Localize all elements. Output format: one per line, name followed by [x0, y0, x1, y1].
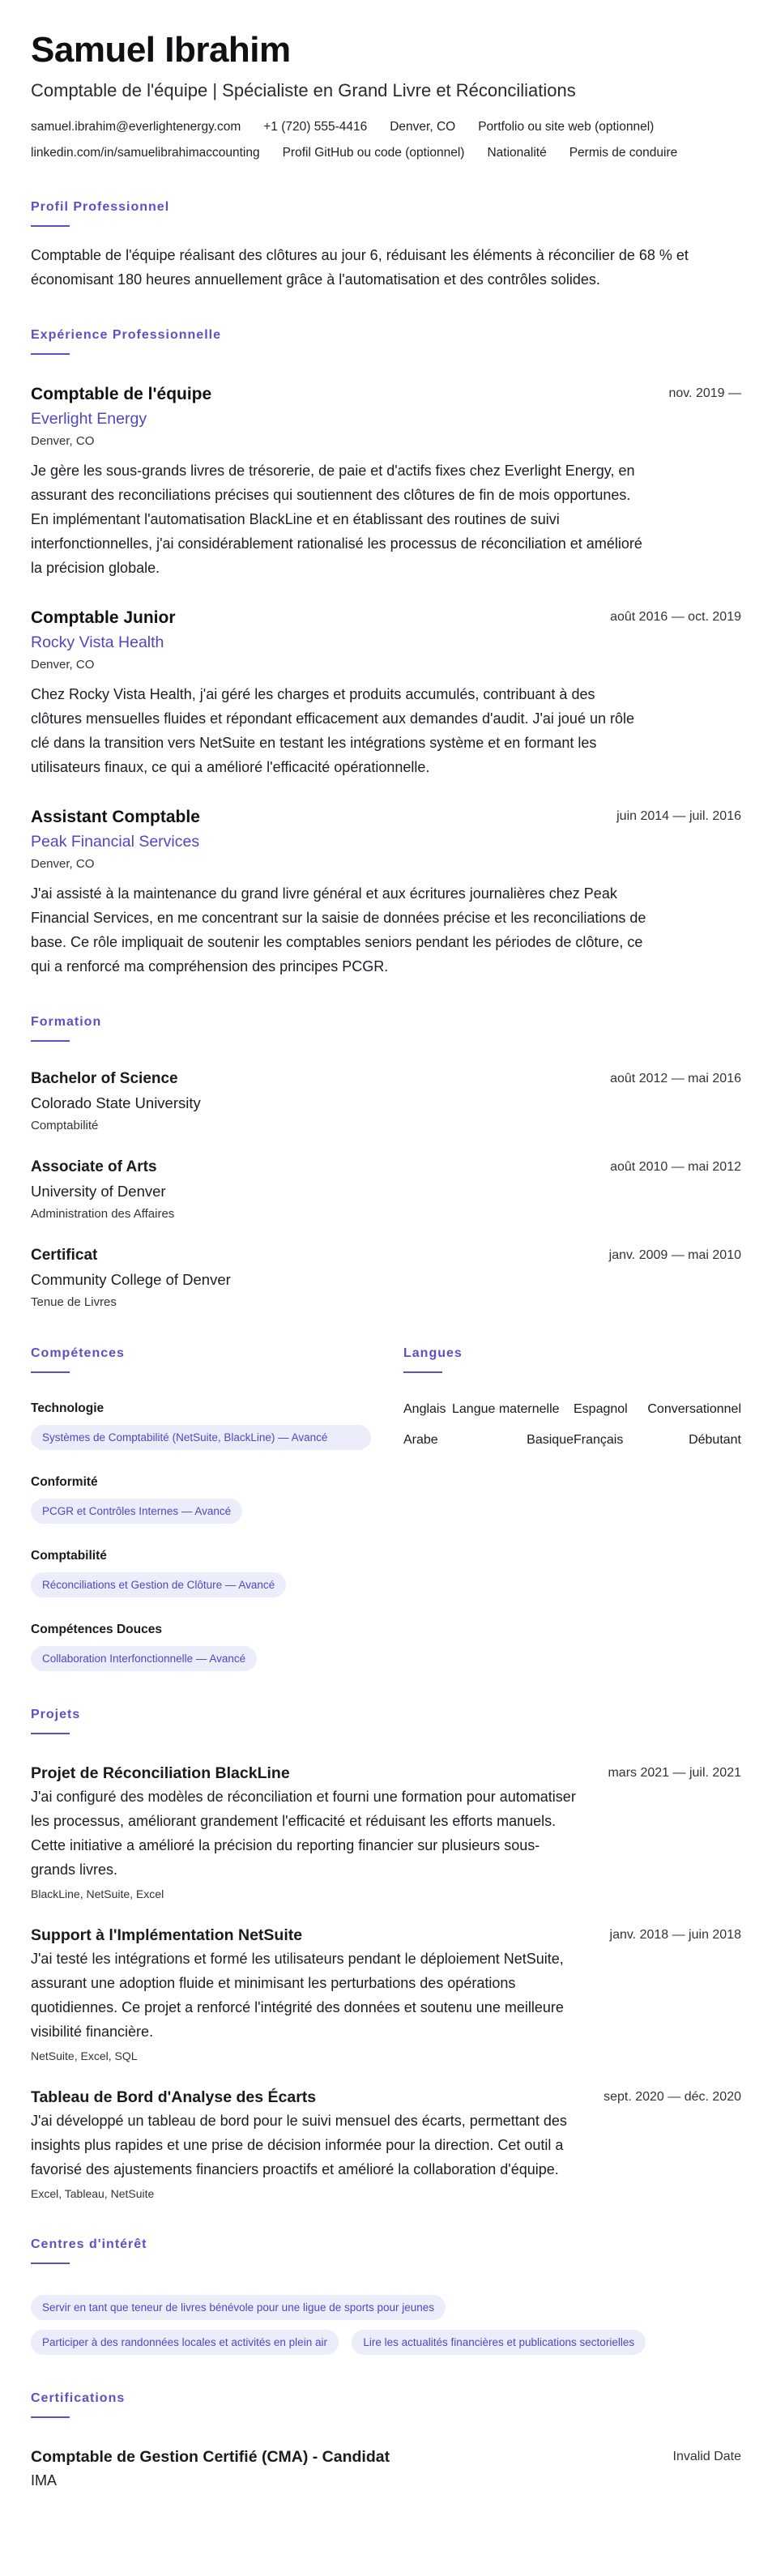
school-name: Colorado State University — [31, 1094, 201, 1111]
skill-chip: Collaboration Interfonctionnelle — Avancé — [31, 1646, 257, 1671]
job-location: Denver, CO — [31, 434, 95, 448]
contact-location: Denver, CO — [390, 120, 456, 134]
skill-group — [31, 1474, 403, 1524]
contact-list — [31, 118, 752, 170]
contact-github[interactable]: Profil GitHub ou code (optionnel) — [282, 146, 465, 160]
education-entry — [31, 1246, 741, 1310]
skill-category: Compétences Douces — [31, 1623, 162, 1636]
section-divider — [31, 2416, 70, 2418]
language-name: Arabe — [403, 1433, 438, 1447]
section-title: Centres d'intérêt — [31, 2237, 147, 2251]
job-description: Je gère les sous-grands livres de trésorerie, de paie et d'actifs fixes chez Everlight Energy, en assurant des reconciliations précises qui soutiennent des clôtures de fin de mois opportunes. En implémentant l'automatisation BlackLine et en établissant des routines de suivi interfonctionnelles, j'ai considérablement rationalisé les processus de réconciliation et amélioré la précision globale. — [31, 463, 642, 576]
skill-group — [31, 1401, 403, 1450]
skill-category: Conformité — [31, 1475, 98, 1489]
contact-email[interactable]: samuel.ibrahim@everlightenergy.com — [31, 120, 241, 134]
contact-phone[interactable]: +1 (720) 555-4416 — [263, 120, 368, 134]
project-description: J'ai configuré des modèles de réconciliation et fourni une formation pour automatiser les processus, améliorant grandement l'efficacité et réduisant les efforts manuels. Cette initiative a amélioré la précision du reporting financier sur plusieurs sous-grands livres. — [31, 1789, 576, 1878]
certification-date: Invalid Date — [672, 2450, 741, 2463]
job-description: J'ai assisté à la maintenance du grand livre général et aux écritures journalières chez Peak Financial Services, en me concentrant sur la saisie de données précise et les reconciliations de base. Ce rôle impliquait de soutenir les comptables seniors pendant les périodes de clôture, ce qui a renforcé ma compréhension des principes PCGR. — [31, 885, 646, 975]
section-title: Profil Professionnel — [31, 200, 170, 214]
degree-name: Certificat — [31, 1247, 98, 1264]
language-name: Anglais — [403, 1402, 446, 1416]
job-dates: nov. 2019 — — [668, 386, 741, 400]
project-technologies: Excel, Tableau, NetSuite — [31, 2187, 155, 2200]
education-dates: août 2012 — mai 2016 — [610, 1072, 741, 1085]
section-divider — [31, 1371, 70, 1373]
project-dates: mars 2021 — juil. 2021 — [608, 1766, 741, 1780]
degree-name: Bachelor of Science — [31, 1070, 178, 1087]
section-title: Certifications — [31, 2391, 126, 2405]
contact-nationality: Nationalité — [487, 146, 547, 160]
interest-list — [31, 2285, 752, 2355]
certifications-section — [31, 2390, 741, 2489]
project-entry — [31, 1764, 741, 1901]
section-title: Langues — [403, 1346, 463, 1360]
experience-entry — [31, 608, 741, 779]
resume-header — [31, 29, 741, 170]
job-location: Denver, CO — [31, 658, 95, 672]
study-field: Comptabilité — [31, 1119, 99, 1132]
contact-linkedin[interactable]: linkedin.com/in/samuelibrahimaccounting — [31, 146, 260, 160]
skill-group — [31, 1548, 403, 1597]
job-title: Comptable Junior — [31, 608, 176, 627]
degree-name: Associate of Arts — [31, 1158, 157, 1175]
project-description: J'ai testé les intégrations et formé les utilisateurs pendant le déploiement NetSuite, assurant une adoption fluide et minimisant les perturbations des opérations quotidiennes. Ce projet a renforcé l'intégrité des données et soutenu une meilleure visibilité financière. — [31, 1951, 564, 2040]
certification-name: Comptable de Gestion Certifié (CMA) - Candidat — [31, 2448, 390, 2466]
experience-section — [31, 327, 741, 979]
study-field: Administration des Affaires — [31, 1207, 175, 1221]
certification-issuer: IMA — [31, 2472, 58, 2489]
skill-chip: Réconciliations et Gestion de Clôture — Avancé — [31, 1572, 286, 1597]
section-divider — [31, 225, 70, 227]
job-dates: août 2016 — oct. 2019 — [610, 610, 741, 624]
project-dates: janv. 2018 — juin 2018 — [609, 1928, 741, 1942]
candidate-name: Samuel Ibrahim — [31, 30, 291, 70]
project-dates: sept. 2020 — déc. 2020 — [604, 2090, 741, 2104]
certification-entry — [31, 2447, 741, 2489]
project-entry — [31, 1926, 741, 2063]
project-technologies: BlackLine, NetSuite, Excel — [31, 1887, 164, 1900]
language-level: Basique — [527, 1433, 574, 1447]
job-location: Denver, CO — [31, 857, 95, 871]
job-title: Comptable de l'équipe — [31, 385, 212, 403]
language-level: Conversationnel — [647, 1402, 741, 1416]
candidate-headline: Comptable de l'équipe | Spécialiste en Grand Livre et Réconciliations — [31, 80, 576, 100]
section-divider — [403, 1371, 442, 1373]
job-dates: juin 2014 — juil. 2016 — [616, 809, 741, 823]
languages-section — [403, 1346, 741, 1671]
education-dates: janv. 2009 — mai 2010 — [608, 1248, 741, 1262]
experience-entry — [31, 807, 741, 979]
education-entry — [31, 1158, 741, 1222]
contact-driving-license: Permis de conduire — [569, 146, 678, 160]
profile-summary: Comptable de l'équipe réalisant des clôtures au jour 6, réduisant les éléments à réconcilier de 68 % et économisant 180 heures annuellement grâce à l'automatisation et des contrôles solides. — [31, 247, 689, 288]
section-title: Compétences — [31, 1346, 125, 1360]
contact-portfolio[interactable]: Portfolio ou site web (optionnel) — [478, 120, 655, 134]
project-name: Tableau de Bord d'Analyse des Écarts — [31, 2088, 317, 2106]
education-section — [31, 1014, 741, 1310]
interest-chip: Participer à des randonnées locales et activités en plein air — [31, 2330, 339, 2355]
study-field: Tenue de Livres — [31, 1295, 117, 1309]
skill-category: Technologie — [31, 1401, 104, 1415]
education-entry — [31, 1069, 741, 1133]
language-list — [403, 1401, 741, 1449]
project-entry — [31, 2088, 741, 2201]
job-description: Chez Rocky Vista Health, j'ai géré les charges et produits accumulés, contribuant à des clôtures mensuelles fluides et répondant efficacement aux demandes d'audit. J'ai joué un rôle clé dans la transition vers NetSuite en testant les intégrations système et en formant les utilisateurs finaux, ce qui a amélioré l'efficacité opérationnelle. — [31, 686, 634, 775]
interest-chip: Lire les actualités financières et publications sectorielles — [352, 2330, 646, 2355]
skills-section — [31, 1346, 403, 1671]
section-title: Projets — [31, 1708, 81, 1721]
experience-entry — [31, 384, 741, 580]
skill-category: Comptabilité — [31, 1549, 107, 1563]
profile-section — [31, 199, 741, 292]
project-name: Support à l'Implémentation NetSuite — [31, 1926, 303, 1944]
school-name: University of Denver — [31, 1183, 166, 1200]
skill-chip: PCGR et Contrôles Internes — Avancé — [31, 1499, 242, 1524]
language-name: Français — [574, 1433, 624, 1447]
project-description: J'ai développé un tableau de bord pour le suivi mensuel des écarts, permettant des insights plus rapides et une prise de décision informée pour la direction. Cet outil a favorisé des ajustements financiers proactifs et amélioré la collaboration d'équipe. — [31, 2113, 567, 2177]
school-name: Community College of Denver — [31, 1271, 231, 1288]
section-divider — [31, 2263, 70, 2264]
projects-section — [31, 1707, 741, 2201]
section-divider — [31, 1040, 70, 1042]
section-divider — [31, 1733, 70, 1734]
skill-group — [31, 1622, 403, 1671]
company-name: Rocky Vista Health — [31, 633, 164, 651]
skills-languages-row — [31, 1346, 741, 1671]
project-name: Projet de Réconciliation BlackLine — [31, 1764, 290, 1782]
language-name: Espagnol — [574, 1402, 628, 1416]
job-title: Assistant Comptable — [31, 808, 200, 826]
language-level: Débutant — [689, 1433, 741, 1447]
company-name: Peak Financial Services — [31, 833, 200, 851]
education-dates: août 2010 — mai 2012 — [610, 1160, 741, 1174]
section-divider — [31, 353, 70, 355]
section-title: Expérience Professionnelle — [31, 328, 221, 342]
company-name: Everlight Energy — [31, 410, 147, 428]
skill-chip: Systèmes de Comptabilité (NetSuite, BlackLine) — Avancé — [31, 1425, 371, 1450]
project-technologies: NetSuite, Excel, SQL — [31, 2049, 138, 2062]
interest-chip: Servir en tant que teneur de livres bénévole pour une ligue de sports pour jeunes — [31, 2295, 446, 2320]
interests-section — [31, 2237, 741, 2355]
section-title: Formation — [31, 1015, 102, 1029]
language-level: Langue maternelle — [452, 1402, 560, 1416]
